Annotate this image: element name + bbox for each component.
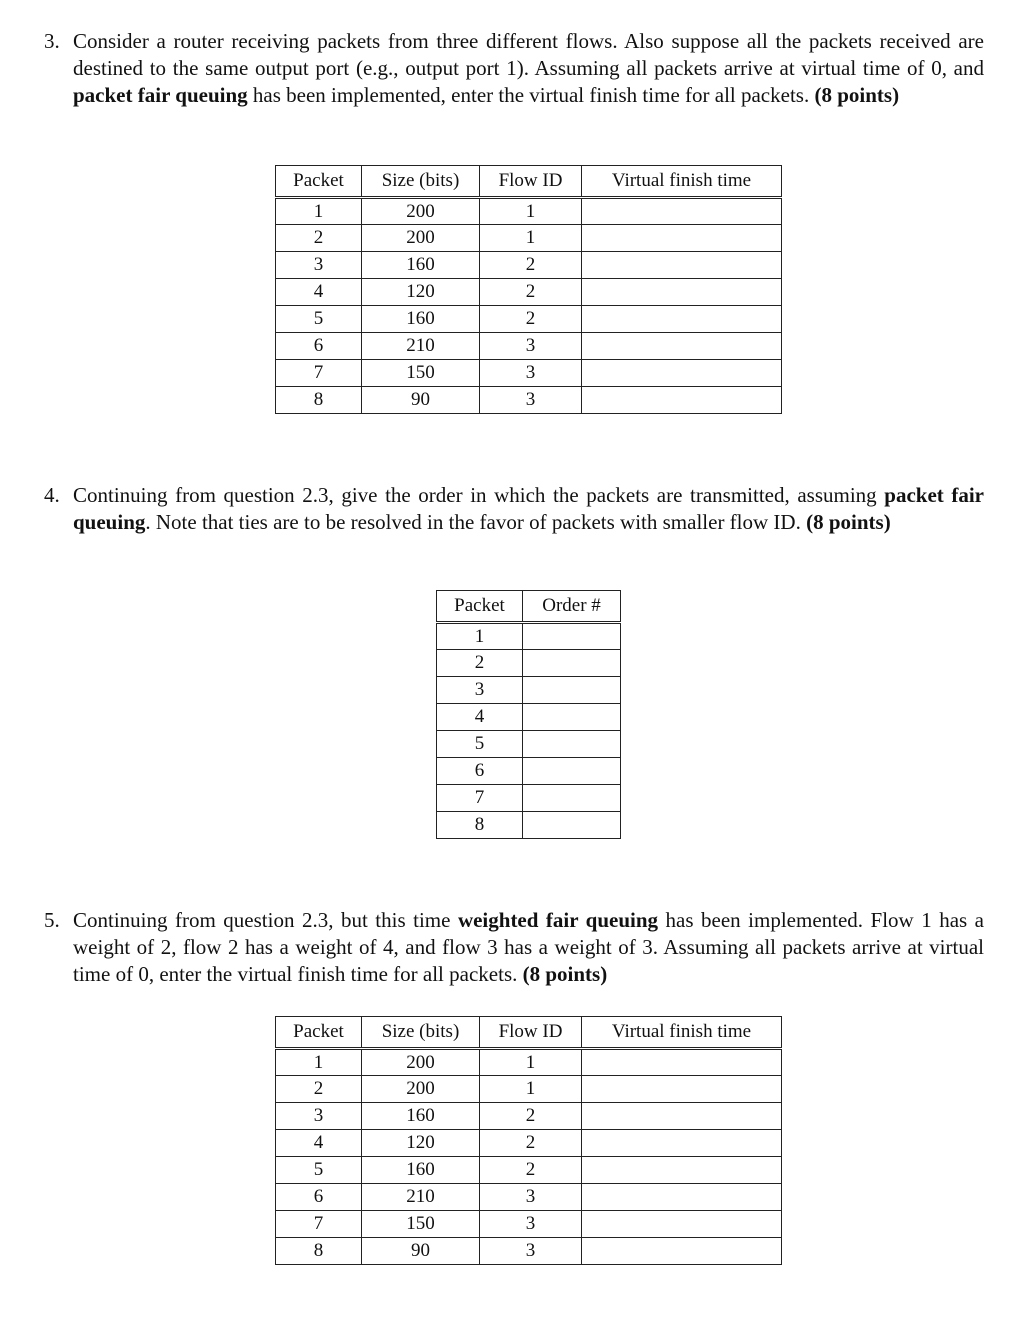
table-row <box>276 279 782 306</box>
table-row <box>276 360 782 387</box>
table-cell: 2 <box>480 306 582 333</box>
question-5 <box>44 907 984 988</box>
question-text <box>73 907 984 988</box>
answer-cell[interactable] <box>523 785 621 812</box>
question-points: (8 points) <box>806 510 891 534</box>
question-3 <box>44 28 984 109</box>
table-cell: 5 <box>437 731 523 758</box>
answer-cell[interactable] <box>582 198 782 225</box>
column-header: Packet <box>437 591 523 623</box>
table-row <box>276 1157 782 1184</box>
column-header: Size (bits) <box>362 166 480 198</box>
table-cell: 90 <box>362 1238 480 1265</box>
table-cell: 4 <box>276 1130 362 1157</box>
table-row <box>437 650 621 677</box>
answer-cell[interactable] <box>582 252 782 279</box>
table-cell: 3 <box>480 1211 582 1238</box>
table-row <box>437 704 621 731</box>
table-cell: 3 <box>480 1238 582 1265</box>
table-cell: 210 <box>362 1184 480 1211</box>
table-cell: 6 <box>276 1184 362 1211</box>
table-cell: 3 <box>480 360 582 387</box>
table-cell: 1 <box>480 1076 582 1103</box>
table-row <box>276 1184 782 1211</box>
table-row <box>276 225 782 252</box>
answer-cell[interactable] <box>582 360 782 387</box>
answer-cell[interactable] <box>523 731 621 758</box>
table-cell: 2 <box>276 1076 362 1103</box>
table-cell: 2 <box>480 279 582 306</box>
table-row <box>276 1049 782 1076</box>
table-row <box>437 785 621 812</box>
answer-cell[interactable] <box>582 279 782 306</box>
table-cell: 1 <box>480 225 582 252</box>
table-row <box>276 1238 782 1265</box>
table-header-row <box>276 166 782 198</box>
table-cell: 3 <box>480 387 582 414</box>
answer-cell[interactable] <box>582 1103 782 1130</box>
question-number: 3. <box>44 29 60 53</box>
table-cell: 8 <box>437 812 523 839</box>
table-cell: 7 <box>276 360 362 387</box>
table-row <box>437 812 621 839</box>
table-cell: 8 <box>276 1238 362 1265</box>
table-cell: 210 <box>362 333 480 360</box>
table-cell: 4 <box>437 704 523 731</box>
table-cell: 200 <box>362 225 480 252</box>
question-text-part: . Note that ties are to be resolved in the favor of packets with smaller flow ID. <box>145 510 807 534</box>
table-cell: 3 <box>437 677 523 704</box>
table-cell: 2 <box>276 225 362 252</box>
answer-cell[interactable] <box>582 306 782 333</box>
answer-cell[interactable] <box>523 650 621 677</box>
table-cell: 1 <box>437 623 523 650</box>
table-cell: 90 <box>362 387 480 414</box>
table-row <box>276 1076 782 1103</box>
table-cell: 3 <box>276 252 362 279</box>
table-cell: 160 <box>362 252 480 279</box>
column-header: Virtual finish time <box>582 1017 782 1049</box>
question-text-part: has been implemented. Flow 1 has a weight of 2, flow 2 has a weight of 4, and flow 3 has a weight of 3. Assuming all packets arrive at virtual time of 0, enter the virtual finish time for all packets. <box>73 908 985 986</box>
column-header: Flow ID <box>480 166 582 198</box>
table-cell: 6 <box>276 333 362 360</box>
q5-table <box>275 1016 782 1265</box>
table-cell: 2 <box>480 1157 582 1184</box>
answer-cell[interactable] <box>582 1238 782 1265</box>
answer-cell[interactable] <box>582 1049 782 1076</box>
table-cell: 5 <box>276 1157 362 1184</box>
table-row <box>276 1130 782 1157</box>
table-cell: 160 <box>362 1157 480 1184</box>
table-cell: 120 <box>362 279 480 306</box>
question-text-part: Consider a router receiving packets from three different flows. Also suppose all the packets received are destined to the same output port (e.g., output port 1). Assuming all packets arrive at virtual time of 0, and <box>73 29 984 80</box>
table-cell: 7 <box>276 1211 362 1238</box>
table-row <box>437 758 621 785</box>
answer-cell[interactable] <box>523 677 621 704</box>
table-row <box>276 306 782 333</box>
answer-cell[interactable] <box>523 812 621 839</box>
table-cell: 5 <box>276 306 362 333</box>
table-cell: 3 <box>276 1103 362 1130</box>
question-bold-term: packet fair queuing <box>73 83 248 107</box>
table-cell: 150 <box>362 360 480 387</box>
table-row <box>276 1103 782 1130</box>
table-row <box>276 252 782 279</box>
table-cell: 200 <box>362 1076 480 1103</box>
table-row <box>437 623 621 650</box>
column-header: Size (bits) <box>362 1017 480 1049</box>
answer-cell[interactable] <box>523 758 621 785</box>
table-cell: 200 <box>362 1049 480 1076</box>
question-number: 5. <box>44 908 60 932</box>
table-row <box>276 387 782 414</box>
answer-cell[interactable] <box>582 1130 782 1157</box>
answer-cell[interactable] <box>582 225 782 252</box>
table-cell: 1 <box>276 198 362 225</box>
table-cell: 6 <box>437 758 523 785</box>
question-text-part: Continuing from question 2.3, give the order in which the packets are transmitted, assuming <box>73 483 885 507</box>
answer-cell[interactable] <box>582 1211 782 1238</box>
table-cell: 120 <box>362 1130 480 1157</box>
table-cell: 2 <box>480 1103 582 1130</box>
column-header: Packet <box>276 166 362 198</box>
question-text-part: has been implemented, enter the virtual finish time for all packets. <box>247 83 815 107</box>
answer-cell[interactable] <box>582 387 782 414</box>
answer-cell[interactable] <box>582 1076 782 1103</box>
question-points: (8 points) <box>522 962 608 986</box>
question-bold-term: weighted fair queuing <box>457 908 659 932</box>
table-cell: 3 <box>480 1184 582 1211</box>
table-cell: 200 <box>362 198 480 225</box>
question-text-part: Continuing from question 2.3, but this time <box>73 908 458 932</box>
table-cell: 2 <box>480 252 582 279</box>
column-header: Packet <box>276 1017 362 1049</box>
table-cell: 1 <box>480 1049 582 1076</box>
table-cell: 2 <box>480 1130 582 1157</box>
question-number: 4. <box>44 483 60 507</box>
answer-cell[interactable] <box>582 1157 782 1184</box>
q4-table <box>436 590 621 839</box>
table-cell: 8 <box>276 387 362 414</box>
answer-cell[interactable] <box>582 333 782 360</box>
table-row <box>437 731 621 758</box>
q3-table <box>275 165 782 414</box>
column-header: Virtual finish time <box>582 166 782 198</box>
table-cell: 3 <box>480 333 582 360</box>
question-4 <box>44 482 984 536</box>
table-cell: 150 <box>362 1211 480 1238</box>
table-cell: 160 <box>362 306 480 333</box>
table-row <box>276 198 782 225</box>
table-cell: 7 <box>437 785 523 812</box>
question-text <box>73 28 984 109</box>
answer-cell[interactable] <box>523 623 621 650</box>
table-cell: 1 <box>480 198 582 225</box>
question-bold-term: packet fair queuing <box>73 483 984 534</box>
column-header: Flow ID <box>480 1017 582 1049</box>
answer-cell[interactable] <box>582 1184 782 1211</box>
table-header-row <box>276 1017 782 1049</box>
table-row <box>276 1211 782 1238</box>
table-cell: 160 <box>362 1103 480 1130</box>
answer-cell[interactable] <box>523 704 621 731</box>
table-header-row <box>437 591 621 623</box>
column-header: Order # <box>523 591 621 623</box>
question-text <box>73 482 984 536</box>
table-cell: 4 <box>276 279 362 306</box>
table-cell: 2 <box>437 650 523 677</box>
table-row <box>276 333 782 360</box>
table-row <box>437 677 621 704</box>
table-cell: 1 <box>276 1049 362 1076</box>
question-points: (8 points) <box>814 83 900 107</box>
